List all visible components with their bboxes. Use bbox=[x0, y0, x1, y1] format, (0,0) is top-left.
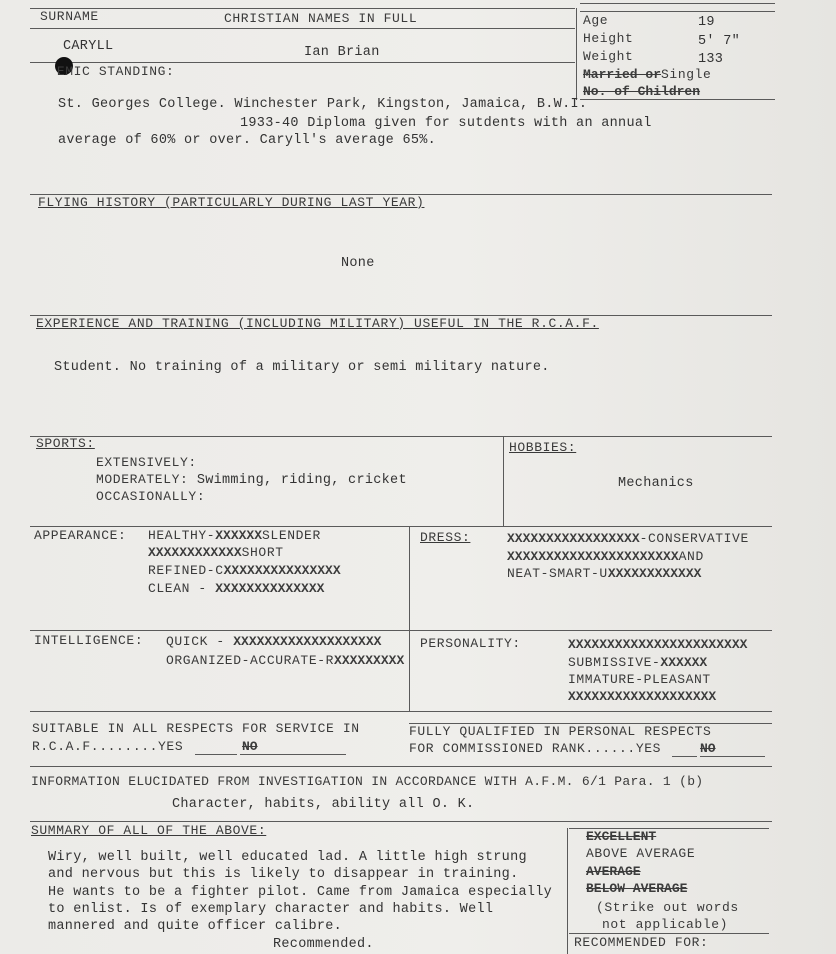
sports-occasionally: OCCASIONALLY: bbox=[96, 489, 206, 504]
summary-line-1: Wiry, well built, well educated lad. A little high strung bbox=[48, 850, 527, 865]
appearance-divider bbox=[409, 526, 410, 711]
personality-label: PERSONALITY: bbox=[420, 636, 521, 651]
hobbies-value: Mechanics bbox=[618, 476, 694, 491]
information-label: INFORMATION ELUCIDATED FROM INVESTIGATION IN ACCORDANCE WITH A.F.M. 6/1 Para. 1 (b) bbox=[31, 774, 704, 789]
suitable-yes-underline bbox=[195, 754, 237, 755]
names-rule bbox=[30, 28, 575, 29]
academic-line-3: average of 60% or over. Caryll's average 65%. bbox=[58, 133, 437, 148]
appearance-line-2: XXXXXXXXXXXXSHORT bbox=[148, 545, 284, 560]
summary-line-4: to enlist. Is of exemplary character and habits. Well bbox=[48, 902, 494, 917]
qualified-no-underline bbox=[700, 756, 765, 757]
marital-struck: Married or bbox=[583, 67, 662, 82]
intelligence-label: INTELLIGENCE: bbox=[34, 633, 144, 648]
rating-excellent-struck: EXCELLENT bbox=[586, 829, 657, 844]
summary-line-5: mannered and quite officer calibre. bbox=[48, 919, 343, 934]
dress-line-1: XXXXXXXXXXXXXXXXX-CONSERVATIVE bbox=[507, 531, 749, 546]
intelligence-rule bbox=[30, 630, 772, 631]
top-rule bbox=[30, 8, 575, 9]
qualified-line-2: FOR COMMISSIONED RANK......YES bbox=[409, 741, 662, 756]
surname-value: CARYLL bbox=[63, 39, 114, 54]
top-rule-right-2 bbox=[580, 11, 775, 12]
experience-value: Student. No training of a military or semi military nature. bbox=[54, 360, 550, 375]
sports-extensively: EXTENSIVELY: bbox=[96, 455, 197, 470]
intelligence-line-1: QUICK - XXXXXXXXXXXXXXXXXXX bbox=[166, 634, 382, 649]
height-label: Height bbox=[583, 31, 634, 46]
personality-line-3: IMMATURE-PLEASANT bbox=[568, 672, 711, 687]
suitable-rule bbox=[30, 711, 772, 712]
summary-line-2: and nervous but this is likely to disappear in training. bbox=[48, 867, 519, 882]
flying-label: FLYING HISTORY (PARTICULARLY DURING LAST YEAR) bbox=[38, 195, 425, 210]
age-label: Age bbox=[583, 13, 609, 28]
information-value: Character, habits, ability all O. K. bbox=[172, 797, 475, 812]
age-value: 19 bbox=[698, 15, 715, 30]
rating-below-struck: BELOW AVERAGE bbox=[586, 881, 688, 896]
suitable-line-2: R.C.A.F........YES bbox=[32, 739, 184, 754]
academic-line-1: St. Georges College. Winchester Park, Kingston, Jamaica, B.W.I. bbox=[58, 97, 588, 112]
weight-label: Weight bbox=[583, 49, 634, 64]
information-rule bbox=[30, 766, 772, 767]
academic-line-2: 1933-40 Diploma given for sutdents with an annual bbox=[240, 116, 652, 131]
suitable-no-underline bbox=[240, 754, 346, 755]
personality-line-1: XXXXXXXXXXXXXXXXXXXXXXX bbox=[568, 637, 748, 652]
children-struck: No. of Children bbox=[583, 84, 701, 99]
sports-divider bbox=[503, 436, 504, 526]
flying-value: None bbox=[341, 256, 375, 271]
qualified-no-struck: NO bbox=[700, 741, 716, 756]
header-divider bbox=[576, 8, 577, 100]
christian-names-value: Ian Brian bbox=[304, 45, 380, 60]
qualified-line-1: FULLY QUALIFIED IN PERSONAL RESPECTS bbox=[409, 724, 712, 739]
appearance-line-3: REFINED-CXXXXXXXXXXXXXXX bbox=[148, 563, 341, 578]
suitable-line-1: SUITABLE IN ALL RESPECTS FOR SERVICE IN bbox=[32, 721, 360, 736]
summary-line-6: Recommended. bbox=[273, 937, 374, 952]
names-label: CHRISTIAN NAMES IN FULL bbox=[224, 11, 418, 26]
appearance-rule bbox=[30, 526, 772, 527]
sports-label: SPORTS: bbox=[36, 436, 95, 451]
sports-rule bbox=[30, 436, 772, 437]
strike-note-1: (Strike out words bbox=[596, 900, 739, 915]
appearance-line-1: HEALTHY-XXXXXXSLENDER bbox=[148, 528, 321, 543]
personality-line-2: SUBMISSIVE-XXXXXX bbox=[568, 655, 708, 670]
surname-label: SURNAME bbox=[40, 9, 99, 24]
height-value: 5' 7" bbox=[698, 34, 741, 49]
strike-note-2: not applicable) bbox=[602, 917, 729, 932]
experience-label: EXPERIENCE AND TRAINING (INCLUDING MILITARY) USEFUL IN THE R.C.A.F. bbox=[36, 316, 599, 331]
academic-label: EMIC STANDING: bbox=[56, 64, 175, 79]
weight-value: 133 bbox=[698, 52, 724, 67]
intelligence-line-2: ORGANIZED-ACCURATE-RXXXXXXXXX bbox=[166, 653, 405, 668]
marital-status bbox=[583, 67, 711, 82]
suitable-no-struck: NO bbox=[242, 739, 258, 754]
summary-label: SUMMARY OF ALL OF THE ABOVE: bbox=[31, 823, 267, 838]
qualified-yes-underline bbox=[672, 756, 697, 757]
marital-rule bbox=[580, 99, 775, 100]
top-rule-right bbox=[580, 3, 775, 4]
personality-line-4: XXXXXXXXXXXXXXXXXXX bbox=[568, 689, 717, 704]
appearance-label: APPEARANCE: bbox=[34, 528, 127, 543]
dress-line-3: NEAT-SMART-UXXXXXXXXXXXX bbox=[507, 566, 702, 581]
dress-label: DRESS: bbox=[420, 530, 471, 545]
recommended-for-label: RECOMMENDED FOR: bbox=[574, 935, 709, 950]
marital-value: Single bbox=[661, 67, 712, 82]
rating-above-average: ABOVE AVERAGE bbox=[586, 846, 696, 861]
appearance-line-4: CLEAN - XXXXXXXXXXXXXX bbox=[148, 581, 325, 596]
summary-divider bbox=[567, 828, 568, 954]
summary-line-3: He wants to be a fighter pilot. Came from Jamaica especially bbox=[48, 885, 553, 900]
hobbies-label: HOBBIES: bbox=[509, 440, 577, 455]
sports-moderately: MODERATELY: Swimming, riding, cricket bbox=[96, 472, 407, 488]
dress-line-2: XXXXXXXXXXXXXXXXXXXXXXAND bbox=[507, 549, 704, 564]
rating-average-struck: AVERAGE bbox=[586, 864, 641, 879]
